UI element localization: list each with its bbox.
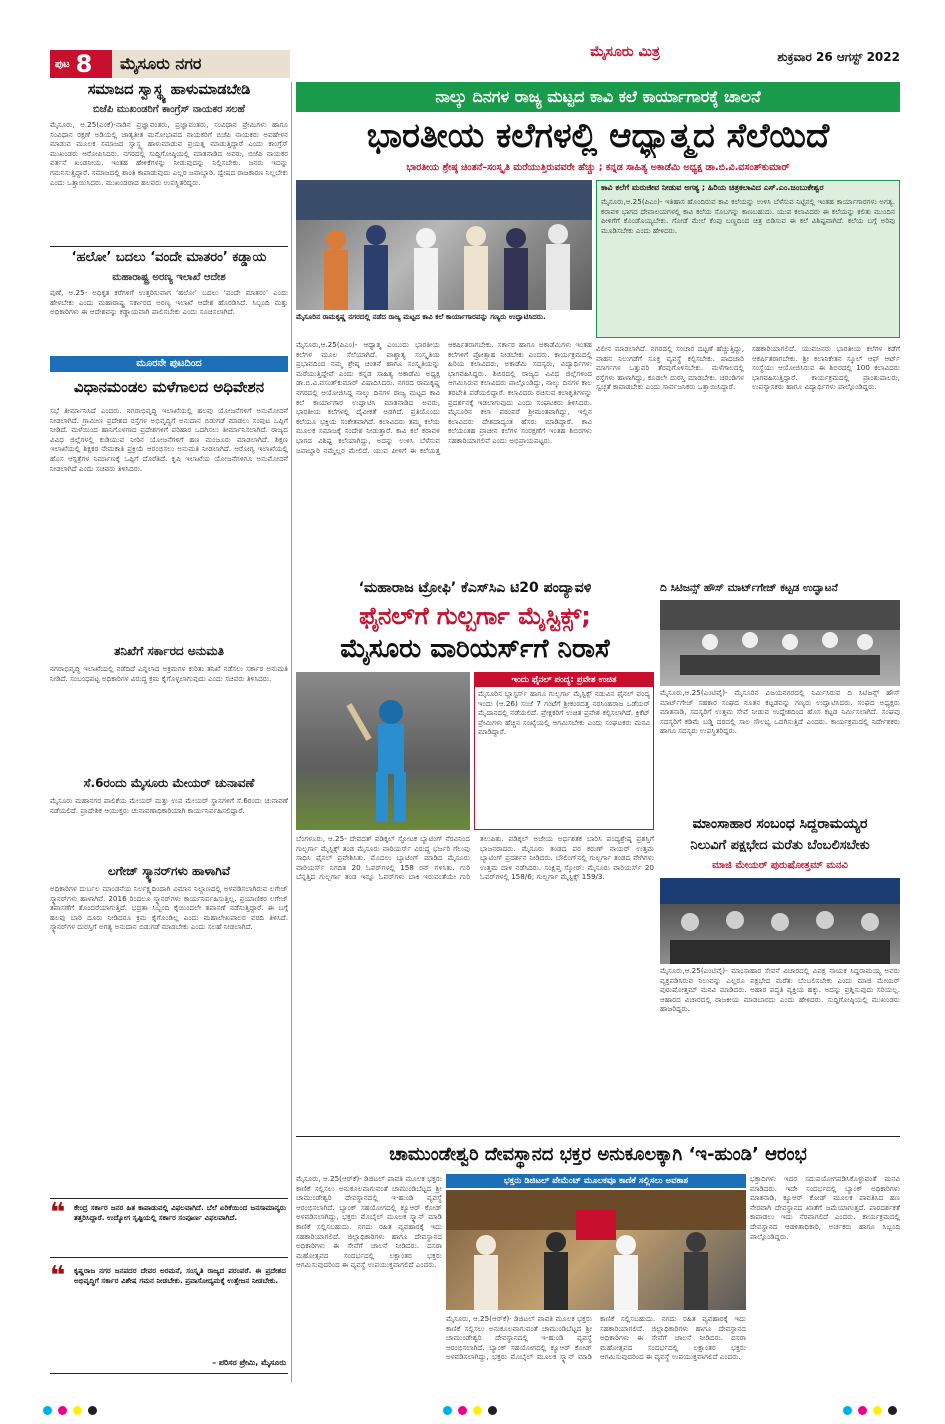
headline: ತನಿಖೆಗೆ ಸರ್ಕಾರದ ಅನುಮತಿ: [113, 644, 225, 658]
continued-banner: ಮೂರನೇ ಪುಟದಿಂದ: [50, 356, 288, 372]
article-body: ಮೈಸೂರು, ಆ.25(ಎಂಕೆ)-ನಾಡಿನ ಪ್ರಜ್ಞಾವಂತರು, ಪ್ರಜ್ಞಾವಂತರು, ಸಂವಿಧಾನ ಪ್ರೇಮಿಗಳು ಹಾಗೂ ಸಂವಿಧಾನ ರಕ್ಷಣೆ ಅಡಿಯಲ್ಲಿ ಜಾತ್ಯತೀತ ಮನೋಭಾವದ ನಾಯಕರಿಗೆ ಬಿಜೆಪಿ ನಾಯಕರು ಅವಹೇಳನ ಮಾಡುವ ಮೂಲಕ ಸಮಾಜದ ಸ್ವಾಸ್ಥ್ಯ ಹಾಳುಮಾಡುವ ಪ್ರಯತ್ನ ಮಾಡುತ್ತಿದ್ದಾರೆ ಎಂದು ಕಾಂಗ್ರೆಸ್ ಮುಖಂಡರು ಆರೋಪಿಸಿದರು. ನಗರದಲ್ಲಿ ಸುದ್ದಿಗೋಷ್ಠಿಯಲ್ಲಿ ಮಾತನಾಡಿದ ಅವರು, ಬಿಜೆಪಿ ನಾಯಕರ ವರ್ತನೆ ಖಂಡನೀಯ. ಇಂತಹ ಹೇಳಿಕೆಗಳನ್ನು ನೀಡುವುದನ್ನು ನಿಲ್ಲಿಸಬೇಕು. ಜನರು ಇದನ್ನು ಗಮನಿಸುತ್ತಿದ್ದಾರೆ. ಸಮಾಜದಲ್ಲಿ ಶಾಂತಿ ಕಾಪಾಡುವುದು ಎಲ್ಲರ ಜವಾಬ್ದಾರಿ. ದ್ವೇಷದ ರಾಜಕಾರಣ ನಿಲ್ಲಬೇಕು ಎಂದು ಒತ್ತಾಯಿಸಿದರು. ಮುಖಂಡರಾದ ಹಲವರು ಉಪಸ್ಥಿತರಿದ್ದರು.: [50, 120, 288, 187]
meat-photo: [660, 878, 900, 964]
quote-mark-icon: ❝: [50, 1261, 66, 1291]
lead-body: ಮೈಸೂರು,ಆ.25(ಪಿಎಂ)- ಆಧ್ಯಾತ್ಮ ಎಂಬುದು ಭಾರತೀಯ ಕಲೆಗಳ ಮೂಲ ಸೆಲೆಯಾಗಿದೆ. ಪಾಶ್ಚಾತ್ಯ ಸಂಸ್ಕೃತಿಯ ಪ್ರಭಾವದಿಂದ ನಮ್ಮ ಶ್ರೇಷ್ಠ ಚಿಂತನೆ ಹಾಗೂ ಸಂಸ್ಕೃತಿಯನ್ನು ಮರೆಯುತ್ತಿದ್ದೇವೆ ಎಂದು ಕನ್ನಡ ಸಾಹಿತ್ಯ ಅಕಾಡೆಮಿ ಅಧ್ಯಕ್ಷ ಡಾ.ಬಿ.ವಿ.ವಸಂತ್‌ಕುಮಾರ್ ವಿಷಾದಿಸಿದರು. ನಗರದ ರಾಮಕೃಷ್ಣ ನಗರದಲ್ಲಿ ಆಯೋಜಿಸಿದ್ದ ನಾಲ್ಕು ದಿನಗಳ ರಾಜ್ಯ ಮಟ್ಟದ ಕಾವಿ ಕಲೆ ಕಾರ್ಯಾಗಾರ ಉದ್ಘಾಟಿಸಿ ಮಾತನಾಡಿದ ಅವರು, ಭಾರತೀಯ ಕಲೆಗಳಲ್ಲಿ ದೈವೀಕತೆ ಅಡಗಿದೆ. ಪ್ರತಿಯೊಂದು ಕಲೆಯೂ ಭಕ್ತಿಯ ಸಂಕೇತವಾಗಿದೆ. ಕಲಾವಿದರು ತಮ್ಮ ಕಲೆಯ ಮೂಲಕ ಸಮಾಜಕ್ಕೆ ಸಂದೇಶ ನೀಡುತ್ತಾರೆ. ಕಾವಿ ಕಲೆ ಕರಾವಳಿ ಭಾಗದ ವಿಶಿಷ್ಟ ಕಲೆಯಾಗಿದ್ದು, ಅದನ್ನು ಉಳಿಸಿ ಬೆಳೆಸುವ ಜವಾಬ್ದಾರಿ ನಮ್ಮೆಲ್ಲರ ಮೇಲಿದೆ. ಯುವ ಪೀಳಿಗೆ ಈ ಕಲೆಯತ್ತ ಆಕರ್ಷಿತರಾಗಬೇಕು. ಸರ್ಕಾರ ಹಾಗೂ ಅಕಾಡೆಮಿಗಳು ಇಂತಹ ಕಲೆಗಳಿಗೆ ಪ್ರೋತ್ಸಾಹ ನೀಡಬೇಕು ಎಂದರು. ಕಾರ್ಯಕ್ರಮದಲ್ಲಿ ಹಿರಿಯ ಕಲಾವಿದರು, ಅಕಾಡೆಮಿ ಸದಸ್ಯರು, ವಿದ್ಯಾರ್ಥಿಗಳು ಭಾಗವಹಿಸಿದ್ದರು. ಶಿಬಿರದಲ್ಲಿ ರಾಜ್ಯದ ವಿವಿಧ ಜಿಲ್ಲೆಗಳಿಂದ ಆಗಮಿಸಿರುವ ಕಲಾವಿದರು ಪಾಲ್ಗೊಂಡಿದ್ದು, ನಾಲ್ಕು ದಿನಗಳ ಕಾಲ ತರಬೇತಿ ಪಡೆಯಲಿದ್ದಾರೆ. ಕಲಾವಿದರು ರಚಿಸುವ ಕಲಾಕೃತಿಗಳನ್ನು ಪ್ರದರ್ಶನಕ್ಕೆ ಇಡಲಾಗುವುದು ಎಂದು ಸಂಘಟಕರು ತಿಳಿಸಿದರು. ಮೈಸೂರಿನ ಕಲಾ ಪರಂಪರೆ ಶ್ರೀಮಂತವಾಗಿದ್ದು, ಇಲ್ಲಿನ ಕಲಾವಿದರು ದೇಶದಾದ್ಯಂತ ಹೆಸರು ಮಾಡಿದ್ದಾರೆ. ಕಾವಿ ಕಲೆಯಂತಹ ಪ್ರಾಚೀನ ಕಲೆಗಳ ಸಂರಕ್ಷಣೆಗೆ ಇಂತಹ ಶಿಬಿರಗಳು ಸಹಕಾರಿಯಾಗಲಿವೆ ಎಂದು ಅಭಿಪ್ರಾಯಪಟ್ಟರು.: [296, 340, 592, 455]
sidebar-body: ಮೈಸೂರಿನ ಬ್ಲಾಸ್ಟರ್ಸ್ ಹಾಗೂ ಗುಲ್ಬರ್ಗಾ ಮೈಸ್ಟಿಕ್ಸ್ ನಡುವಿನ ಫೈನಲ್ ಪಂದ್ಯ ಇಂದು (ಆ.26) ಸಂಜೆ 7 ಗಂಟೆಗೆ ಶ್ರೀಕಂಠದತ್ತ ನರಸಿಂಹರಾಜ ಒಡೆಯರ್ ಮೈದಾನದಲ್ಲಿ ನಡೆಯಲಿದೆ. ಪ್ರೇಕ್ಷಕರಿಗೆ ಉಚಿತ ಪ್ರವೇಶ ಕಲ್ಪಿಸಲಾಗಿದೆ. ಕ್ರಿಕೆಟ್ ಪ್ರೇಮಿಗಳು ಹೆಚ್ಚಿನ ಸಂಖ್ಯೆಯಲ್ಲಿ ಆಗಮಿಸಬೇಕು ಎಂದು ಸಂಘಟಕರು ಮನವಿ ಮಾಡಿದ್ದಾರೆ.: [478, 689, 650, 737]
cricket-body: ಬೆಂಗಳೂರು, ಆ.25- ದೇವದತ್ ಪಡಿಕ್ಕಲ್ ಸ್ಫೋಟಕ ಬ್ಯಾಟಿಂಗ್ ನೆರವಿನಿಂದ ಗುಲ್ಬರ್ಗಾ ಮೈಸ್ಟಿಕ್ಸ್ ತಂಡ ಮೈಸೂರು ವಾರಿಯರ್ಸ್ ವಿರುದ್ಧ ಭರ್ಜರಿ ಗೆಲುವು ಸಾಧಿಸಿ ಫೈನಲ್ ಪ್ರವೇಶಿಸಿತು. ಮೊದಲು ಬ್ಯಾಟಿಂಗ್ ಮಾಡಿದ ಮೈಸೂರು ವಾರಿಯರ್ಸ್ ನಿಗದಿತ 20 ಓವರ್‌ಗಳಲ್ಲಿ 158 ರನ್ ಗಳಿಸಿತು. ಗುರಿ ಬೆನ್ನತ್ತಿದ ಗುಲ್ಬರ್ಗಾ ತಂಡ ಇನ್ನೂ ಓವರ್‌ಗಳು ಬಾಕಿ ಇರುವಂತೆಯೇ ಗುರಿ ತಲುಪಿತು. ಪಡಿಕ್ಕಲ್ ಅಜೇಯ ಅರ್ಧಶತಕ ಬಾರಿಸಿ ಪಂದ್ಯಶ್ರೇಷ್ಠ ಪ್ರಶಸ್ತಿಗೆ ಭಾಜನರಾದರು. ಮೈಸೂರು ತಂಡದ ಪರ ಕರುಣ್ ನಾಯರ್ ಉತ್ತಮ ಬ್ಯಾಟಿಂಗ್ ಪ್ರದರ್ಶನ ನೀಡಿದರು. ಬೌಲಿಂಗ್‌ನಲ್ಲಿ ಗುಲ್ಬರ್ಗಾ ತಂಡದ ವೇಗಿಗಳು ಉತ್ತಮ ದಾಳಿ ನಡೆಸಿದರು. ಸಂಕ್ಷಿಪ್ತ ಸ್ಕೋರ್: ಮೈಸೂರು ವಾರಿಯರ್ಸ್ 20 ಓವರ್‌ಗಳಲ್ಲಿ 158/6; ಗುಲ್ಬರ್ಗಾ ಮೈಸ್ಟಿಕ್ಸ್ 159/3.: [296, 834, 654, 882]
headline: ‘ಹಲೋ’ ಬದಲು ‘ವಂದೇ ಮಾತರಂ’ ಕಡ್ಡಾಯ: [71, 250, 267, 265]
article-body: ಸಭೆ ತೀರ್ಮಾನಿಸಿದೆ ಎಂದರು. ನಗರಾಭಿವೃದ್ಧಿ ಇಲಾಖೆಯಲ್ಲಿ ಹಲವು ಯೋಜನೆಗಳಿಗೆ ಅನುಮೋದನೆ ನೀಡಲಾಗಿದೆ. ಗ್ರಾಮೀಣ ಪ್ರದೇಶದ ರಸ್ತೆಗಳ ಅಭಿವೃದ್ಧಿಗೆ ಅನುದಾನ ಬಿಡುಗಡೆ ಮಾಡಲು ಸಂಪುಟ ಒಪ್ಪಿಗೆ ನೀಡಿದೆ. ಮಳೆಯಿಂದ ಹಾನಿಗೊಳಗಾದ ಪ್ರದೇಶಗಳಿಗೆ ಪರಿಹಾರ ಒದಗಿಸಲು ತೀರ್ಮಾನಿಸಲಾಗಿದೆ. ರಾಜ್ಯದ ವಿವಿಧ ಜಿಲ್ಲೆಗಳಲ್ಲಿ ಕುಡಿಯುವ ನೀರಿನ ಯೋಜನೆಗಳಿಗೆ ಹಣ ಮಂಜೂರು ಮಾಡಲಾಗಿದೆ. ಶಿಕ್ಷಣ ಇಲಾಖೆಯಲ್ಲಿ ಶಿಕ್ಷಕರ ನೇಮಕಾತಿ ಪ್ರಕ್ರಿಯೆ ಆರಂಭಿಸಲು ಅನುಮತಿ ನೀಡಲಾಗಿದೆ. ಆರೋಗ್ಯ ಇಲಾಖೆಯಲ್ಲಿ ಹೊಸ ಆಸ್ಪತ್ರೆಗಳ ನಿರ್ಮಾಣಕ್ಕೆ ಒಪ್ಪಿಗೆ ದೊರೆತಿದೆ. ಕೃಷಿ ಇಲಾಖೆಯ ಯೋಜನೆಗಳಿಗೂ ಅನುಮೋದನೆ ನೀಡಲಾಗಿದೆ ಎಂದು ಸಚಿವರು ತಿಳಿಸಿದರು.: [50, 406, 288, 473]
headline: ಸಮಾಜದ ಸ್ವಾಸ್ಥ್ಯ ಹಾಳುಮಾಡಬೇಡಿ: [87, 82, 251, 98]
headline: ದಿ ಸಿಟಿಜನ್ಸ್ ಹೌಸ್ ಮಾರ್ಟ್‌ಗೇಜ್ ಕಟ್ಟಡ ಉದ್ಘಾಟನೆ: [660, 582, 838, 594]
registration-marks: [840, 1400, 920, 1412]
hundi-headline: ಚಾಮುಂಡೇಶ್ವರಿ ದೇವಸ್ಥಾನದ ಭಕ್ತರ ಅನುಕೂಲಕ್ಕಾಗಿ ‘ಇ-ಹುಂಡಿ’ ಆರಂಭ: [389, 1144, 807, 1165]
batsman-illustration: [296, 672, 470, 830]
headline: ವಿಧಾನಮಂಡಲ ಮಳೆಗಾಲದ ಅಧಿವೇಶನ: [73, 378, 265, 396]
article-body: ಮೈಸೂರು, ಆ.25(ಆರ್‌ಕೆ)- ಡಿಜಿಟಲ್ ಪಾವತಿ ಮೂಲಕ ಭಕ್ತರು ಕಾಣಿಕೆ ಸಲ್ಲಿಸಲು ಅನುಕೂಲವಾಗುವಂತೆ ಚಾಮುಂಡಿಬೆಟ್ಟದ ಶ್ರೀ ಚಾಮುಂಡೇಶ್ವರಿ ದೇವಸ್ಥಾನದಲ್ಲಿ ಇ-ಹುಂಡಿ ವ್ಯವಸ್ಥೆ ಆರಂಭಿಸಲಾಗಿದೆ. ಬ್ಯಾಂಕ್ ಸಹಯೋಗದಲ್ಲಿ ಕ್ಯೂಆರ್ ಕೋಡ್ ಅಳವಡಿಸಲಾಗಿದ್ದು, ಭಕ್ತರು ಮೊಬೈಲ್ ಮೂಲಕ ಸ್ಕ್ಯಾನ್ ಮಾಡಿ ಕಾಣಿಕೆ ಸಲ್ಲಿಸಬಹುದು. ನಗದು ರಹಿತ ವ್ಯವಹಾರಕ್ಕೆ ಇದು ಸಹಕಾರಿಯಾಗಲಿದೆ. ಜಿಲ್ಲಾಧಿಕಾರಿಗಳು ಹಾಗೂ ದೇವಸ್ಥಾನದ ಅಧಿಕಾರಿಗಳು ಈ ಸೇವೆಗೆ ಚಾಲನೆ ನೀಡಿದರು. ದಸರಾ ಮಹೋತ್ಸವದ ಸಂದರ್ಭದಲ್ಲಿ ಲಕ್ಷಾಂತರ ಭಕ್ತರು ಆಗಮಿಸುವುದರಿಂದ ಈ ವ್ಯವಸ್ಥೆ ಉಪಯುಕ್ತವಾಗಲಿದೆ ಎಂದರು.: [296, 1174, 442, 1270]
article-body: ಮೈಸೂರು,ಆ.25(ಎಂಟಿವೈ)- ಮೈಸೂರಿನ ವಿಜಯನಗರದಲ್ಲಿ ನಿರ್ಮಿಸಿರುವ ದಿ ಸಿಟಿಜನ್ಸ್ ಹೌಸ್ ಮಾರ್ಟ್‌ಗೇಜ್ ಸಹಕಾರ ಸಂಘದ ನೂತನ ಕಟ್ಟಡವನ್ನು ಗಣ್ಯರು ಉದ್ಘಾಟಿಸಿದರು. ಸಂಘದ ಅಧ್ಯಕ್ಷರು ಮಾತನಾಡಿ, ಸದಸ್ಯರಿಗೆ ಉತ್ತಮ ಸೇವೆ ನೀಡುವ ಉದ್ದೇಶದಿಂದ ಹೊಸ ಕಟ್ಟಡ ನಿರ್ಮಿಸಲಾಗಿದೆ. ಸಂಘವು ಸದಸ್ಯರಿಗೆ ಕಡಿಮೆ ಬಡ್ಡಿ ದರದಲ್ಲಿ ಸಾಲ ಸೌಲಭ್ಯ ಒದಗಿಸುತ್ತಿದೆ ಎಂದರು. ಕಾರ್ಯಕ್ರಮದಲ್ಲಿ ನಿರ್ದೇಶಕರು ಹಾಗೂ ಸದಸ್ಯರು ಉಪಸ್ಥಿತರಿದ್ದರು.: [660, 688, 900, 736]
sidebar-box: [596, 180, 900, 338]
paper-name: ಮೈಸೂರು ಮಿತ್ರ: [590, 44, 660, 60]
quote-box: [50, 1262, 288, 1374]
subheadline: ಮಾಜಿ ಮೇಯರ್ ಪುರುಷೋತ್ತಮ್ ಮನವಿ: [712, 860, 848, 871]
people-illustration: [296, 180, 592, 310]
sidebar-title: ಇಂದು ಫೈನಲ್ ಪಂದ್ಯ: ಪ್ರವೇಶ ಉಚಿತ: [475, 673, 653, 687]
lead-headline: ಭಾರತೀಯ ಕಲೆಗಳಲ್ಲಿ ಆಧ್ಯಾತ್ಮದ ಸೆಲೆಯಿದೆ: [366, 116, 830, 156]
article-body: ಮೈಸೂರು, ಆ.25(ಆರ್‌ಕೆ)- ಡಿಜಿಟಲ್ ಪಾವತಿ ಮೂಲಕ ಭಕ್ತರು ಕಾಣಿಕೆ ಸಲ್ಲಿಸಲು ಅನುಕೂಲವಾಗುವಂತೆ ಚಾಮುಂಡಿಬೆಟ್ಟದ ಶ್ರೀ ಚಾಮುಂಡೇಶ್ವರಿ ದೇವಸ್ಥಾನದಲ್ಲಿ ಇ-ಹುಂಡಿ ವ್ಯವಸ್ಥೆ ಆರಂಭಿಸಲಾಗಿದೆ. ಬ್ಯಾಂಕ್ ಸಹಯೋಗದಲ್ಲಿ ಕ್ಯೂಆರ್ ಕೋಡ್ ಅಳವಡಿಸಲಾಗಿದ್ದು, ಭಕ್ತರು ಮೊಬೈಲ್ ಮೂಲಕ ಸ್ಕ್ಯಾನ್ ಮಾಡಿ ಕಾಣಿಕೆ ಸಲ್ಲಿಸಬಹುದು. ನಗದು ರಹಿತ ವ್ಯವಹಾರಕ್ಕೆ ಇದು ಸಹಕಾರಿಯಾಗಲಿದೆ. ಜಿಲ್ಲಾಧಿಕಾರಿಗಳು ಹಾಗೂ ದೇವಸ್ಥಾನದ ಅಧಿಕಾರಿಗಳು ಈ ಸೇವೆಗೆ ಚಾಲನೆ ನೀಡಿದರು. ದಸರಾ ಮಹೋತ್ಸವದ ಸಂದರ್ಭದಲ್ಲಿ ಲಕ್ಷಾಂತರ ಭಕ್ತರು ಆಗಮಿಸುವುದರಿಂದ ಈ ವ್ಯವಸ್ಥೆ ಉಪಯುಕ್ತವಾಗಲಿದೆ ಎಂದರು.: [446, 1314, 746, 1362]
story-banner: ನಾಲ್ಕು ದಿನಗಳ ರಾಜ್ಯ ಮಟ್ಟದ ಕಾವಿ ಕಲೆ ಕಾರ್ಯಾಗಾರಕ್ಕೆ ಚಾಲನೆ: [296, 82, 900, 112]
registration-marks: [440, 1400, 520, 1412]
cricket-headline: ಫೈನಲ್‌ಗೆ ಗುಲ್ಬರ್ಗಾ ಮೈಸ್ಟಿಕ್ಸ್;: [359, 602, 591, 630]
registration-marks: [40, 1400, 120, 1412]
article-body: ಮೈಸೂರು ಮಹಾನಗರ ಪಾಲಿಕೆಯ ಮೇಯರ್ ಮತ್ತು ಉಪ ಮೇಯರ್ ಸ್ಥಾನಗಳಿಗೆ ಸೆ.6ರಂದು ಚುನಾವಣೆ ನಡೆಯಲಿದೆ. ಪ್ರಾದೇಶಿಕ ಆಯುಕ್ತರು ಚುನಾವಣಾಧಿಕಾರಿಯಾಗಿ ಕಾರ್ಯನಿರ್ವಹಿಸಲಿದ್ದಾರೆ.: [50, 796, 288, 815]
subheadline: ಮಹಾರಾಷ್ಟ್ರ ಅರಣ್ಯ ಇಲಾಖೆ ಆದೇಶ: [112, 272, 226, 283]
cricket-sidebar: [474, 672, 654, 830]
lead-subhead: ಭಾರತೀಯ ಶ್ರೇಷ್ಠ ಚಿಂತನೆ–ಸಂಸ್ಕೃತಿ ಮರೆಯುತ್ತಿರುವವರೇ ಹೆಚ್ಚು ; ಕನ್ನಡ ಸಾಹಿತ್ಯ ಅಕಾಡೆಮಿ ಅಧ್ಯಕ್ಷ ಡಾ.ಬಿ.ವಿ.ವಸಂತ್‌ಕುಮಾರ್: [406, 162, 790, 173]
section-name: ಮೈಸೂರು ನಗರ: [112, 50, 290, 78]
cricket-headline: ಮೈಸೂರು ವಾರಿಯರ್ಸ್‌ಗೆ ನಿರಾಸೆ: [340, 634, 610, 664]
temple-illustration: [446, 1190, 746, 1310]
headline: ಸೆ.6ರಂದು ಮೈಸೂರು ಮೇಯರ್ ಚುನಾವಣೆ: [83, 776, 255, 790]
quote-box: [50, 1198, 288, 1258]
quote-text: ಕೃಷ್ಣರಾಜ ನಗರ ಜನಪದರ ದೇವರ ಅರಮನೆ, ಸಂಸ್ಕೃತಿ ರಾಜ್ಯದ ಪರಂಪರೆ. ಈ ಪ್ರದೇಶದ ಅಭಿವೃದ್ಧಿಗೆ ಸರ್ಕಾರ ವಿಶೇಷ ಗಮನ ನೀಡಬೇಕು. ಪ್ರವಾಸೋದ್ಯಮಕ್ಕೆ ಉತ್ತೇಜನ ನೀಡಬೇಕು.: [74, 1266, 286, 1285]
article-body: ನಗರಾಭಿವೃದ್ಧಿ ಇಲಾಖೆಯಲ್ಲಿ ನಡೆದಿದೆ ಎನ್ನಲಾದ ಅಕ್ರಮಗಳ ಕುರಿತು ತನಿಖೆ ನಡೆಸಲು ಸರ್ಕಾರ ಅನುಮತಿ ನೀಡಿದೆ. ಸಂಬಂಧಪಟ್ಟ ಅಧಿಕಾರಿಗಳ ವಿರುದ್ಧ ಕ್ರಮ ಕೈಗೊಳ್ಳಲಾಗುವುದು ಎಂದು ಸಚಿವರು ತಿಳಿಸಿದರು.: [50, 664, 288, 683]
subheadline: ಬಿಜೆಪಿ ಮುಖಂಡರಿಗೆ ಕಾಂಗ್ರೆಸ್ ನಾಯಕರ ಸಲಹೆ: [93, 104, 245, 115]
page-label: ಪುಟ: [55, 58, 70, 70]
quote-mark-icon: ❝: [50, 1198, 66, 1228]
hundi-photo-caption: ಭಕ್ತರು ಡಿಜಿಟಲ್ ಪೇಮೆಂಟ್ ಮೂಲಕವೂ ಕಾಣಿಕೆ ಸಲ್ಲಿಸಲು ಅವಕಾಶ: [446, 1174, 746, 1188]
cricket-kicker: ‘ಮಹಾರಾಜ ಟ್ರೋಫಿ’ ಕೆಎಸ್‌ಸಿಎ ಟಿ20 ಪಂದ್ಯಾವಳಿ: [358, 580, 592, 596]
headline: ಮಾಂಸಾಹಾರ ಸಂಬಂಧ ಸಿದ್ದರಾಮಯ್ಯರ: [692, 816, 868, 832]
article-body: ಸಹಕಾರಿಯಾಗಲಿದೆ. ಯುವಜನರು ಭಾರತೀಯ ಕಲೆಗಳ ಕಡೆಗೆ ಆಕರ್ಷಿತರಾಗಬೇಕು. ಶ್ರೀ ಕಲಾನಿಕೇತನ ಸ್ಕೂಲ್ ಆಫ್ ಆರ್ಟ್ ಸಂಸ್ಥೆಯು ಆಯೋಜಿಸಿರುವ ಈ ಶಿಬಿರದಲ್ಲಿ 100 ಕಲಾವಿದರು ಭಾಗವಹಿಸುತ್ತಿದ್ದಾರೆ. ಕಾರ್ಯಕ್ರಮದಲ್ಲಿ ಪ್ರಾಂಶುಪಾಲರು, ಉಪನ್ಯಾಸಕರು ಹಾಗೂ ವಿದ್ಯಾರ್ಥಿಗಳು ಪಾಲ್ಗೊಂಡಿದ್ದರು.: [752, 344, 900, 392]
quote-author: – ಪರಿಸರ ಪ್ರೇಮಿ, ಮೈಸೂರು: [212, 1358, 286, 1367]
article-body: ಮೈಸೂರು,ಆ.25(ಎಂಟಿವೈ)- ಮಾಂಸಾಹಾರ ಸೇವನೆ ವಿಚಾರದಲ್ಲಿ ವಿಪಕ್ಷ ನಾಯಕ ಸಿದ್ದರಾಮಯ್ಯ ಅವರು ವ್ಯಕ್ತಪಡಿಸಿರುವ ನಿಲುವನ್ನು ಎಲ್ಲರೂ ಪಕ್ಷಭೇದ ಮರೆತು ಬೆಂಬಲಿಸಬೇಕು ಎಂದು ಮಾಜಿ ಮೇಯರ್ ಪುರುಷೋತ್ತಮ್ ಮನವಿ ಮಾಡಿದರು. ಆಹಾರ ಪದ್ಧತಿ ವ್ಯಕ್ತಿಯ ಹಕ್ಕು. ಅದನ್ನು ಪ್ರಶ್ನಿಸುವುದು ಸರಿಯಲ್ಲ. ಆಹಾರದ ವಿಚಾರದಲ್ಲಿ ರಾಜಕೀಯ ಮಾಡಬಾರದು ಎಂದು ಹೇಳಿದರು. ಸುದ್ದಿಗೋಷ್ಠಿಯಲ್ಲಿ ಮುಖಂಡರು ಹಾಜರಿದ್ದರು.: [660, 966, 900, 1014]
article-body: ಭಕ್ತಾದಿಗಳು ಇದರ ಸದುಪಯೋಗಪಡಿಸಿಕೊಳ್ಳುವಂತೆ ಮನವಿ ಮಾಡಿದರು. ಇದೇ ಸಂದರ್ಭದಲ್ಲಿ ಬ್ಯಾಂಕ್ ಅಧಿಕಾರಿಗಳು ಮಾತನಾಡಿ, ಕ್ಯೂಆರ್ ಕೋಡ್ ಮೂಲಕ ಪಾವತಿಸಿದ ಹಣ ನೇರವಾಗಿ ದೇವಸ್ಥಾನದ ಖಾತೆಗೆ ಜಮೆಯಾಗುತ್ತದೆ. ಪಾರದರ್ಶಕತೆ ಕಾಪಾಡಲು ಇದು ನೆರವಾಗಲಿದೆ ಎಂದರು. ಕಾರ್ಯಕ್ರಮದಲ್ಲಿ ದೇವಸ್ಥಾನದ ಆಡಳಿತಾಧಿಕಾರಿ, ಅರ್ಚಕರು ಹಾಗೂ ಸಿಬ್ಬಂದಿ ಪಾಲ್ಗೊಂಡಿದ್ದರು.: [750, 1174, 900, 1241]
photo-caption: ಮೈಸೂರಿನ ರಾಮಕೃಷ್ಣ ನಗರದಲ್ಲಿ ನಡೆದ ರಾಜ್ಯ ಮಟ್ಟದ ಕಾವಿ ಕಲೆ ಕಾರ್ಯಾಗಾರವನ್ನು ಗಣ್ಯರು ಉದ್ಘಾಟಿಸಿದರು.: [296, 312, 546, 321]
box-title: ಕಾವಿ ಕಲೆಗೆ ಮರುಜೀವ ನೀಡುವ ಅಗತ್ಯ ; ಹಿರಿಯ ಚಿತ್ರಕಲಾವಿದ ಎಸ್.ಎಂ.ಜಂಬುಕೇಶ್ವರ: [601, 183, 824, 192]
issue-date: ಶುಕ್ರವಾರ 26 ಆಗಸ್ಟ್ 2022: [777, 50, 900, 64]
divider: [50, 246, 288, 247]
citizens-photo: [660, 600, 900, 686]
lead-photo: [296, 180, 592, 310]
article-body: ವಿಲೀನ ಮಾಡಲಾಗಿದೆ. ನಗರದಲ್ಲಿ ಸಂಚಾರ ದಟ್ಟಣೆ ಹೆಚ್ಚುತ್ತಿದ್ದು, ವಾಹನ ನಿಲುಗಡೆಗೆ ಸೂಕ್ತ ವ್ಯವಸ್ಥೆ ಕಲ್ಪಿಸಬೇಕು. ಪಾದಚಾರಿ ಮಾರ್ಗಗಳ ಒತ್ತುವರಿ ತೆರವುಗೊಳಿಸಬೇಕು. ಮಳೆಗಾಲದಲ್ಲಿ ರಸ್ತೆಗಳು ಹಾಳಾಗಿದ್ದು, ಕೂಡಲೇ ದುರಸ್ತಿ ಮಾಡಬೇಕು. ಚರಂಡಿಗಳ ಸ್ವಚ್ಛತೆ ಕಾಪಾಡಬೇಕು ಎಂದು ಸಾರ್ವಜನಿಕರು ಒತ್ತಾಯಿಸಿದ್ದಾರೆ.: [596, 344, 744, 392]
headline: ನಿಲುವಿಗೆ ಪಕ್ಷಭೇದ ಮರೆತು ಬೆಂಬಲಿಸಬೇಕು: [690, 838, 870, 853]
hundi-photo: [446, 1190, 746, 1310]
article-body: ಅಧಿಕಾರಿಗಳ ದುರ್ಬಲ ಮಾಂಡನೆಯ ನಿರ್ಲಕ್ಷ್ಯದಿಂದಾಗಿ ವಿಮಾನ ನಿಲ್ದಾಣದಲ್ಲಿ ಅಳವಡಿಸಲಾಗಿರುವ ಲಗೇಜ್ ಸ್ಕ್ಯಾನರ್‌ಗಳು ಹಾಳಾಗಿವೆ. 2016 ರಿಂದಲೂ ಸ್ಕ್ಯಾನರ್‌ಗಳು ಕಾರ್ಯನಿರ್ವಹಿಸುತ್ತಿಲ್ಲ. ಪ್ರಯಾಣಿಕರ ಲಗೇಜ್ ತಪಾಸಣೆಗೆ ತೊಂದರೆಯಾಗುತ್ತಿದೆ. ಭದ್ರತಾ ಸಿಬ್ಬಂದಿ ಕೈಯಿಂದಲೇ ತಪಾಸಣೆ ನಡೆಸುತ್ತಿದ್ದಾರೆ. ಈ ಬಗ್ಗೆ ಹಲವು ಬಾರಿ ದೂರು ನೀಡಿದರೂ ಕ್ರಮ ಕೈಗೊಂಡಿಲ್ಲ ಎಂದು ಮಹಾಲೇಖಪಾಲರ ವರದಿ ತಿಳಿಸಿದೆ. ಸ್ಕ್ಯಾನರ್‌ಗಳ ದುರಸ್ತಿಗೆ ಅಗತ್ಯ ಅನುದಾನ ಬಿಡುಗಡೆ ಮಾಡಬೇಕು ಎಂದು ಸಲಹೆ ನೀಡಲಾಗಿದೆ.: [50, 884, 288, 932]
box-body: ಮೈಸೂರು,ಆ.25(ಪಿಎಂ)- ಇತಿಹಾಸ ಹೊಂದಿರುವ ಕಾವಿ ಕಲೆಯನ್ನು ಉಳಿಸಿ ಬೆಳೆಸುವ ನಿಟ್ಟಿನಲ್ಲಿ ಇಂತಹ ಕಾರ್ಯಾಗಾರಗಳು ಅಗತ್ಯ. ಕರಾವಳಿ ಭಾಗದ ದೇವಾಲಯಗಳಲ್ಲಿ ಕಾವಿ ಕಲೆಯ ಸೊಬಗನ್ನು ಕಾಣಬಹುದು. ಯುವ ಕಲಾವಿದರು ಈ ಕಲೆಯನ್ನು ಕಲಿತು ಮುಂದಿನ ಪೀಳಿಗೆಗೆ ಕೊಂಡೊಯ್ಯಬೇಕು. ಗೋಡೆ ಮೇಲೆ ಕೆಂಪು ಬಣ್ಣದಿಂದ ಚಿತ್ರ ಬಿಡಿಸುವ ಈ ಕಲೆ ವಿಶಿಷ್ಟವಾಗಿದೆ. ಕಲೆಯ ಬಗ್ಗೆ ಅರಿವು ಮೂಡಿಸಬೇಕು ಎಂದು ಹೇಳಿದರು.: [601, 197, 895, 235]
meeting-illustration: [660, 600, 900, 686]
page-number: 8: [75, 50, 93, 78]
press-meet-illustration: [660, 878, 900, 964]
quote-text: ಕೇಂದ್ರ ಸರ್ಕಾರ ಜನರ ಹಿತ ಕಾಪಾಡುವಲ್ಲಿ ವಿಫಲವಾಗಿದೆ. ಬೆಲೆ ಏರಿಕೆಯಿಂದ ಜನಸಾಮಾನ್ಯರು ತತ್ತರಿಸಿದ್ದಾರೆ. ಉದ್ಯೋಗ ಸೃಷ್ಟಿಯಲ್ಲಿ ಸರ್ಕಾರ ಸಂಪೂರ್ಣ ವಿಫಲವಾಗಿದೆ.: [74, 1203, 286, 1222]
headline: ಲಗೇಜ್ ಸ್ಕ್ಯಾನರ್‌ಗಳು ಹಾಳಾಗಿವೆ: [107, 864, 231, 878]
column-divider: [291, 82, 292, 1382]
page-number-badge: [50, 50, 112, 78]
divider: [296, 1136, 900, 1137]
article-body: ಪುಣೆ, ಆ.25- ಅಧಿಕೃತ ಕರೆಗಳಿಗೆ ಉತ್ತರಿಸುವಾಗ ‘ಹಲೋ’ ಬದಲು ‘ವಂದೇ ಮಾತರಂ’ ಎಂದು ಹೇಳಬೇಕು ಎಂದು ಮಹಾರಾಷ್ಟ್ರ ಸರ್ಕಾರದ ಅರಣ್ಯ ಇಲಾಖೆ ಆದೇಶ ಹೊರಡಿಸಿದೆ. ಸಿಬ್ಬಂದಿ ಮತ್ತು ಅಧಿಕಾರಿಗಳು ಈ ಆದೇಶವನ್ನು ಕಡ್ಡಾಯವಾಗಿ ಪಾಲಿಸಬೇಕು ಎಂದು ಸೂಚಿಸಲಾಗಿದೆ.: [50, 288, 288, 317]
cricket-photo: [296, 672, 470, 830]
